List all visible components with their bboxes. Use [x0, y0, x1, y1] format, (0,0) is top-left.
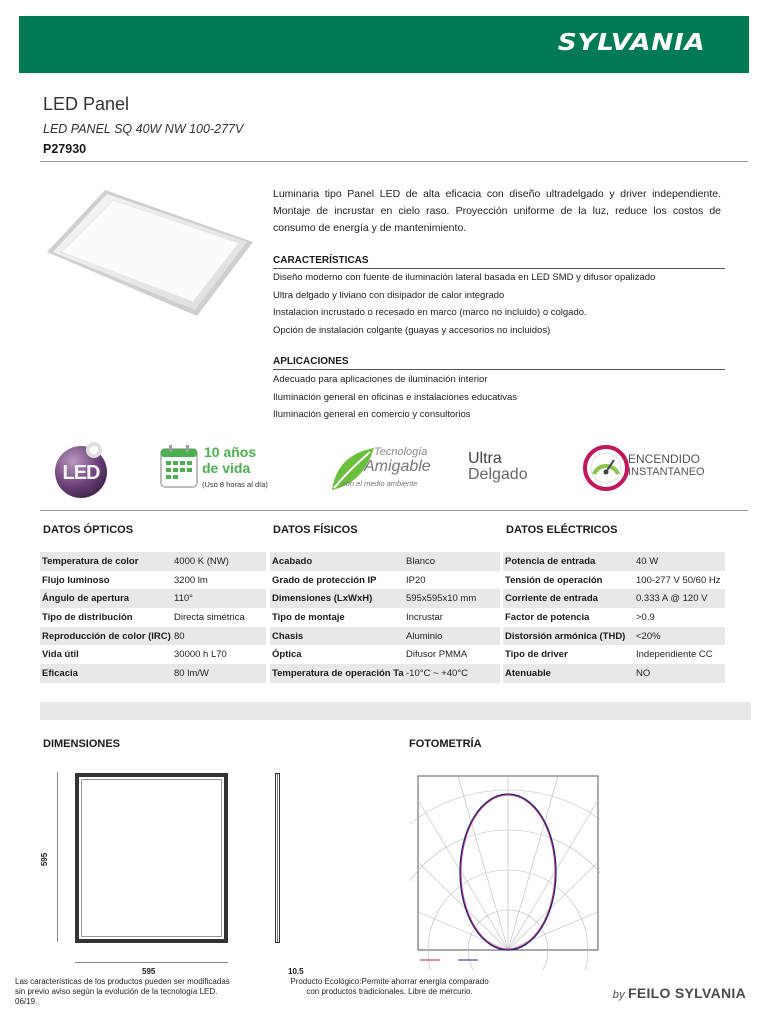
instant-on-badge	[582, 444, 712, 494]
features-list	[273, 269, 725, 339]
side-label: 10.5	[288, 967, 304, 976]
physical-table	[270, 552, 500, 683]
gray-band	[40, 702, 751, 720]
electrical-heading: DATOS ELÉCTRICOS	[506, 524, 618, 536]
photometry-heading: FOTOMETRÍA	[409, 738, 482, 750]
table-row: Tipo de distribución Directa simétrica	[42, 611, 245, 623]
table-row: Atenuable NO	[503, 664, 725, 683]
optical-table	[40, 552, 266, 683]
dimension-line	[57, 772, 58, 942]
life-title: 10 años	[204, 444, 257, 460]
eco-line3: con el medio ambiente	[342, 479, 418, 488]
calendar-icon	[160, 444, 200, 490]
list-item: Ultra delgado y liviano con disipador de calor integrado	[273, 289, 505, 301]
table-row: Tipo de montaje Incrustar	[272, 611, 443, 623]
table-row: Potencia de entrada 40 W	[503, 552, 725, 571]
product-code: P27930	[43, 142, 87, 156]
table-row: Corriente de entrada 0.333 A @ 120 V	[503, 589, 725, 608]
optical-heading: DATOS ÓPTICOS	[43, 524, 134, 536]
list-item: Iluminación general en oficinas e instalaciones educativas	[273, 391, 517, 403]
table-row: Distorsión armónica (THD) <20%	[503, 627, 725, 646]
life-note: (Uso 8 horas al día)	[202, 480, 268, 489]
electrical-table	[503, 552, 725, 683]
divider	[40, 510, 748, 511]
table-row: Tipo de driver Independiente CC	[505, 649, 713, 661]
product-title: LED Panel	[43, 94, 130, 114]
applications-list	[273, 371, 725, 424]
list-item: Instalacion incrustado o recesado en marco (marco no incluido) o colgado.	[273, 307, 587, 318]
table-row: Vida útil 30000 h L70	[42, 649, 227, 661]
table-row: Ángulo de apertura 110°	[40, 589, 266, 608]
table-row: Chasis Aluminio	[270, 627, 500, 646]
product-description: Luminaria tipo Panel LED de alta eficacia con diseño ultradelgado y driver independiente. Montaje de incrustar en cielo raso. Proyección uniforme de la luz, reduce los costos de consumo de energía y de mantenimiento.	[273, 188, 721, 234]
badges-row	[40, 430, 740, 510]
instant-line1: ENCENDIDO	[628, 452, 701, 466]
table-row: Temperatura de color 4000 K (NW)	[40, 552, 266, 571]
table-row: Óptica Difusor PMMA	[272, 649, 468, 661]
height-label: 595	[40, 852, 50, 867]
table-row: Reproducción de color (IRC) 80	[40, 627, 266, 646]
dimensions-heading: DIMENSIONES	[43, 738, 121, 750]
instant-line2: INSTANTANEO	[628, 466, 705, 478]
dimension-line	[75, 962, 228, 963]
led-badge	[48, 436, 114, 502]
divider	[40, 161, 748, 162]
brand-logo: SYLVANIA	[557, 30, 705, 56]
features-heading: CARACTERÍSTICAS	[273, 255, 725, 269]
table-row: Flujo luminoso 3200 lm	[42, 574, 208, 586]
list-item: Opción de instalación colgante (guayas y accesorios no incluidos)	[273, 324, 551, 336]
applications-heading: APLICACIONES	[273, 356, 725, 370]
list-item: Iluminación general en comercio y consultorios	[273, 409, 471, 420]
life-badge	[160, 442, 310, 502]
list-item: Adecuado para aplicaciones de iluminación interior	[273, 374, 488, 385]
thin-badge	[468, 450, 548, 490]
eco-badge	[328, 444, 438, 498]
panel-side-drawing	[275, 773, 280, 943]
width-label: 595	[142, 967, 156, 976]
physical-heading: DATOS FÍSICOS	[273, 524, 358, 536]
footer-brand	[613, 985, 746, 1001]
thin-line2: Delgado	[468, 466, 528, 483]
life-subtitle: de vida	[202, 460, 251, 476]
table-row: Grado de protección IP IP20	[272, 574, 426, 586]
table-row: Eficacia 80 lm/W	[40, 664, 266, 683]
product-image	[45, 182, 255, 322]
footer-brand-name: FEILO SYLVANIA	[627, 985, 746, 1001]
panel-front-drawing	[75, 773, 228, 943]
eco-line2: Amigable	[364, 458, 431, 475]
table-row: Temperatura de operación Ta -10°C ~ +40°C	[270, 664, 500, 683]
table-row: Dimensiones (LxWxH) 595x595x10 mm	[270, 589, 500, 608]
footer-eco-note: Producto Ecológico:Permite ahorrar energía comparado con productos tradicionales. Libre de mercurio.	[290, 977, 489, 996]
eco-line1: Tecnología	[374, 446, 428, 458]
photometry-diagram	[410, 772, 600, 970]
product-subtitle: LED PANEL SQ 40W NW 100-277V	[43, 122, 244, 136]
header-bar	[19, 16, 749, 73]
table-row: Factor de potencia >0.9	[505, 611, 655, 623]
list-item: Diseño moderno con fuente de iluminación lateral basada en LED SMD y difusor opalizado	[273, 272, 656, 283]
thin-line1: Ultra	[468, 450, 502, 467]
table-row: Acabado Blanco	[270, 552, 500, 571]
gauge-icon	[582, 444, 630, 492]
footer-brand-by: by	[612, 989, 625, 1001]
footer-disclaimer: Las características de los productos pueden ser modificadas sin previo aviso según la evolución de la tecnología LED. 06/19.	[15, 977, 230, 1006]
table-row: Tensión de operación 100-277 V 50/60 Hz	[505, 574, 721, 586]
led-text: LED	[62, 462, 100, 484]
